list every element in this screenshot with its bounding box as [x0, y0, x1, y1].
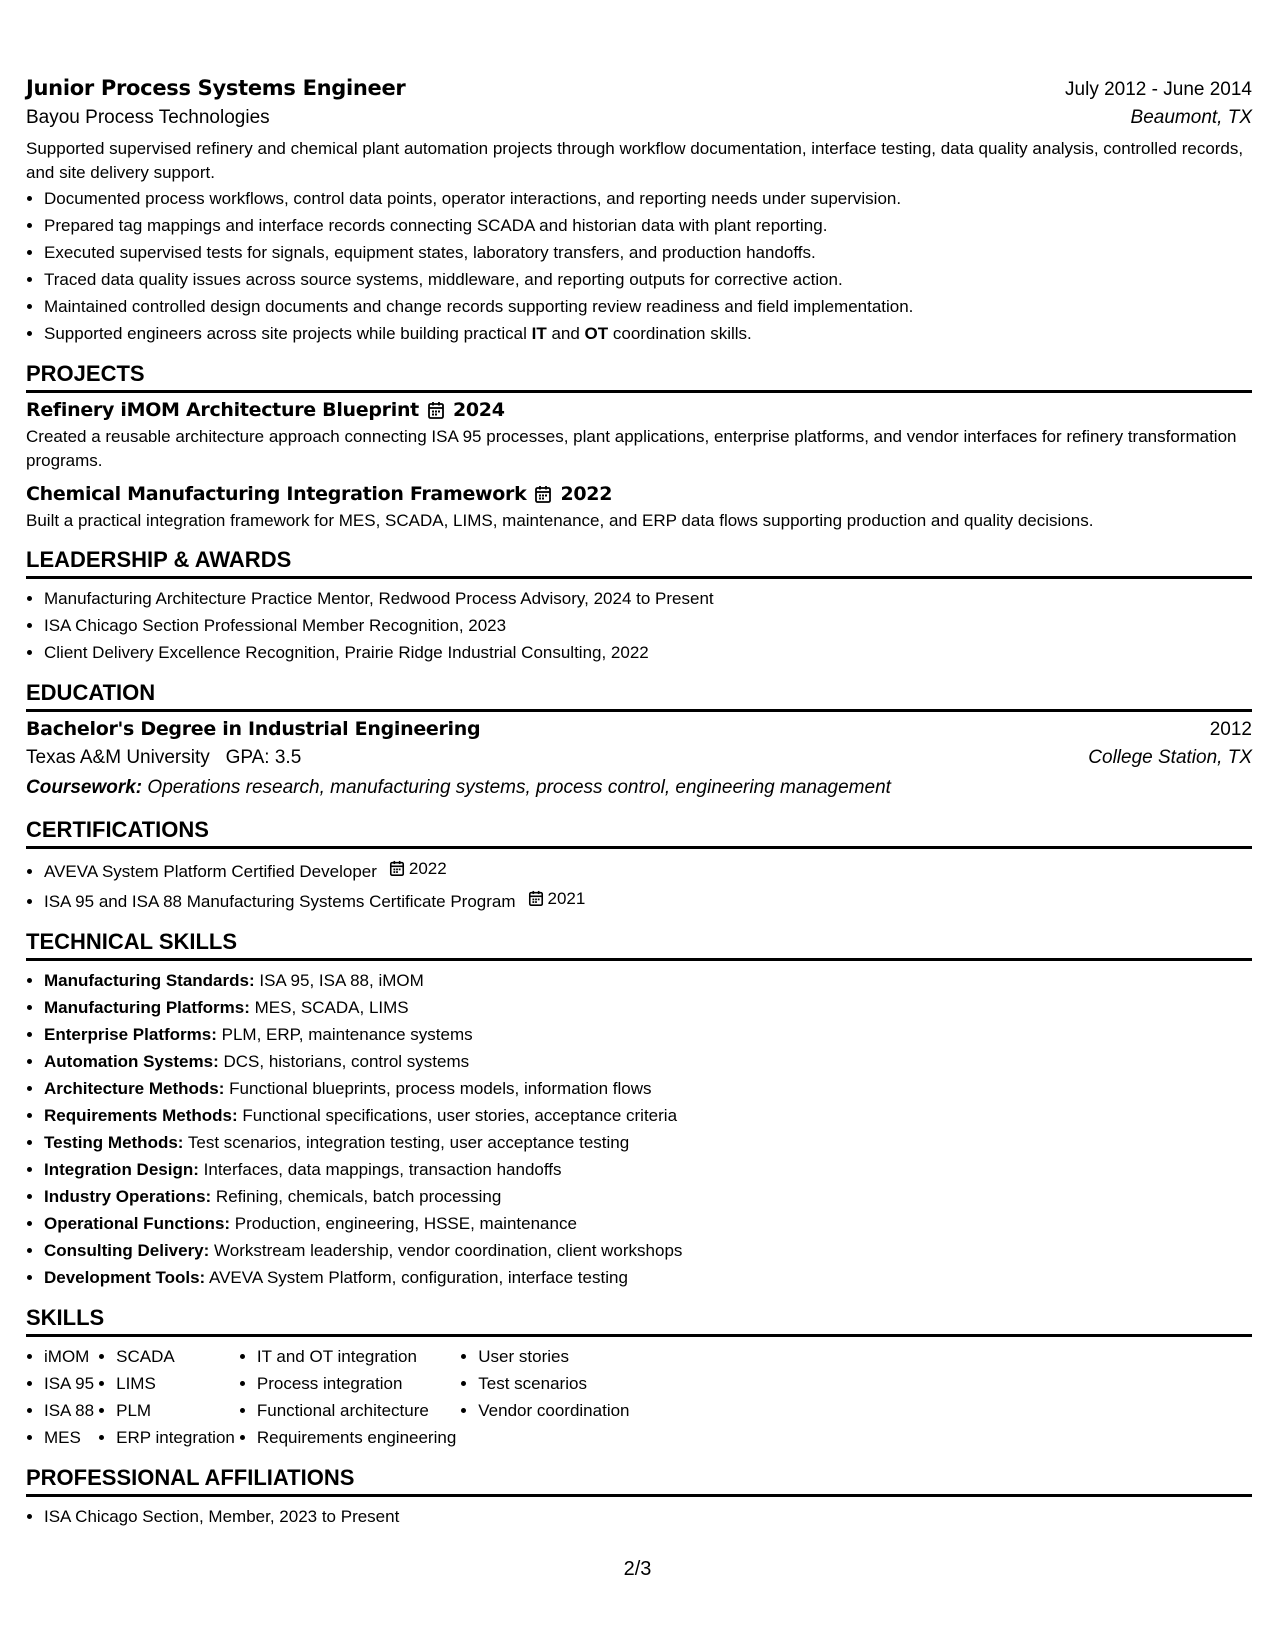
resume-page: [26, 76, 1252, 1530]
calendar-icon: [427, 401, 445, 420]
gpa: GPA: 3.5: [225, 747, 302, 768]
project-item: [26, 399, 1252, 473]
skill-value: PLM, ERP, maintenance systems: [221, 1025, 473, 1044]
skill-item: [44, 1129, 1252, 1156]
job-bullet: • Executed supervised tests for signals, equipment states, laboratory transfers, and production handoffs.: [44, 239, 1252, 266]
calendar-icon: [534, 485, 552, 504]
certification-name: ISA 95 and ISA 88 Manufacturing Systems Certificate Program: [44, 892, 516, 911]
skill-value: Functional specifications, user stories, acceptance criteria: [242, 1106, 678, 1125]
job-summary: Supported supervised refinery and chemical plant automation projects through workflow documentation, interface testing, data quality analysis, controlled records, and site delivery support.: [26, 139, 1244, 182]
bold-term: IT: [531, 324, 547, 343]
project-title: Refinery iMOM Architecture Blueprint: [26, 399, 419, 421]
skill-item: [44, 1210, 1252, 1237]
skill-value: Production, engineering, HSSE, maintenance: [234, 1214, 577, 1233]
calendar-icon: [389, 860, 405, 877]
skill-item: [44, 1264, 1252, 1291]
skill-value: ISA 95, ISA 88, iMOM: [259, 971, 424, 990]
skill-item: [44, 1048, 1252, 1075]
section-heading: PROFESSIONAL AFFILIATIONS: [26, 1465, 1252, 1497]
project-year: 2022: [560, 483, 613, 505]
skill-tag: • SCADA: [116, 1343, 235, 1370]
skill-label: Automation Systems:: [44, 1052, 219, 1071]
project-description: Built a practical integration framework for MES, SCADA, LIMS, maintenance, and ERP data flows supporting production and quality decisions.: [26, 511, 1094, 530]
coursework-label: Coursework:: [26, 777, 143, 798]
skill-label: Manufacturing Standards:: [44, 971, 255, 990]
skill-item: [44, 1156, 1252, 1183]
skill-value: AVEVA System Platform, configuration, interface testing: [209, 1268, 628, 1287]
list-item: • ISA Chicago Section, Member, 2023 to Present: [44, 1503, 1252, 1530]
experience-entry: [26, 76, 1252, 347]
skill-label: Industry Operations:: [44, 1187, 212, 1206]
skill-label: Operational Functions:: [44, 1214, 231, 1233]
section-heading: LEADERSHIP & AWARDS: [26, 547, 1252, 579]
skill-item: [44, 967, 1252, 994]
leadership-list: [26, 585, 1252, 666]
skill-value: Interfaces, data mappings, transaction handoffs: [203, 1160, 562, 1179]
skills-section: [26, 1305, 1252, 1451]
school-name: Texas A&M University: [26, 747, 210, 768]
project-item: [26, 483, 1252, 533]
skill-tag: • User stories: [478, 1343, 629, 1370]
section-heading: SKILLS: [26, 1305, 1252, 1337]
technical-skills-section: [26, 929, 1252, 1291]
job-bullet: • Maintained controlled design documents and change records supporting review readiness and field implementation.: [44, 293, 1252, 320]
skill-value: MES, SCADA, LIMS: [254, 998, 409, 1017]
certifications-list: [26, 855, 1252, 915]
affiliations-list: [26, 1503, 1252, 1530]
bullet-text: coordination skills.: [608, 324, 752, 343]
skills-column: [98, 1343, 235, 1451]
leadership-section: [26, 547, 1252, 666]
skill-tag: • MES: [44, 1424, 94, 1451]
page-number: 2/3: [623, 1558, 652, 1580]
skill-label: Development Tools:: [44, 1268, 206, 1287]
job-bullet: • Documented process workflows, control data points, operator interactions, and reporting needs under supervision.: [44, 185, 1252, 212]
skill-tag: • Requirements engineering: [257, 1424, 456, 1451]
certification-item: [44, 855, 1252, 885]
education-section: [26, 680, 1252, 799]
school-location: College Station, TX: [1088, 747, 1252, 768]
skill-tag: • Test scenarios: [478, 1370, 629, 1397]
skill-tag: • Vendor coordination: [478, 1397, 629, 1424]
skill-item: [44, 994, 1252, 1021]
job-dates: July 2012 - June 2014: [1065, 79, 1252, 100]
certification-year: 2021: [547, 889, 586, 908]
skill-item: [44, 1075, 1252, 1102]
skill-tag: • IT and OT integration: [257, 1343, 456, 1370]
skill-label: Manufacturing Platforms:: [44, 998, 250, 1017]
skills-column: [239, 1343, 456, 1451]
job-bullet: • Traced data quality issues across source systems, middleware, and reporting outputs for corrective action.: [44, 266, 1252, 293]
company-name: Bayou Process Technologies: [26, 107, 270, 128]
list-item: • Client Delivery Excellence Recognition, Prairie Ridge Industrial Consulting, 2022: [44, 639, 1252, 666]
project-title: Chemical Manufacturing Integration Framework: [26, 483, 527, 505]
skill-label: Integration Design:: [44, 1160, 199, 1179]
skill-label: Consulting Delivery:: [44, 1241, 210, 1260]
skill-value: Workstream leadership, vendor coordination, client workshops: [214, 1241, 683, 1260]
skill-item: [44, 1237, 1252, 1264]
certification-item: [44, 885, 1252, 915]
certifications-section: [26, 817, 1252, 915]
skill-item: [44, 1183, 1252, 1210]
certification-year: 2022: [408, 859, 447, 878]
bold-term: OT: [584, 324, 609, 343]
certification-name: AVEVA System Platform Certified Developer: [44, 862, 377, 881]
skill-value: Test scenarios, integration testing, user acceptance testing: [187, 1133, 630, 1152]
job-bullet: [44, 320, 1252, 347]
bullet-text: Supported engineers across site projects while building practical: [44, 324, 532, 343]
graduation-year: 2012: [1209, 719, 1252, 740]
skill-item: [44, 1021, 1252, 1048]
technical-skills-list: [26, 967, 1252, 1291]
project-description: Created a reusable architecture approach connecting ISA 95 processes, plant applications, enterprise platforms, and vendor interfaces for refinery transformation programs.: [26, 427, 1237, 470]
degree-title: Bachelor's Degree in Industrial Engineering: [26, 718, 481, 740]
skill-tag: • Functional architecture: [257, 1397, 456, 1424]
skill-value: Refining, chemicals, batch processing: [215, 1187, 502, 1206]
coursework-text: Operations research, manufacturing systems, process control, engineering management: [147, 777, 891, 798]
skill-label: Enterprise Platforms:: [44, 1025, 217, 1044]
projects-section: [26, 361, 1252, 533]
skill-tag: • iMOM: [44, 1343, 94, 1370]
skill-value: DCS, historians, control systems: [223, 1052, 470, 1071]
coursework: [26, 777, 1252, 799]
affiliations-section: [26, 1465, 1252, 1530]
skill-tag: • LIMS: [116, 1370, 235, 1397]
list-item: • Manufacturing Architecture Practice Mentor, Redwood Process Advisory, 2024 to Present: [44, 585, 1252, 612]
job-title: Junior Process Systems Engineer: [26, 76, 406, 100]
skill-label: Requirements Methods:: [44, 1106, 238, 1125]
project-year: 2024: [452, 399, 505, 421]
skill-label: Testing Methods:: [44, 1133, 184, 1152]
list-item: • ISA Chicago Section Professional Member Recognition, 2023: [44, 612, 1252, 639]
section-heading: EDUCATION: [26, 680, 1252, 712]
bullet-text: and: [546, 324, 585, 343]
skill-tag: • ISA 95: [44, 1370, 94, 1397]
skill-tag: • PLM: [116, 1397, 235, 1424]
skill-item: [44, 1102, 1252, 1129]
skill-tag: • Process integration: [257, 1370, 456, 1397]
skills-grid: [26, 1343, 1252, 1451]
skill-value: Functional blueprints, process models, information flows: [229, 1079, 652, 1098]
skills-column: [460, 1343, 629, 1451]
section-heading: PROJECTS: [26, 361, 1252, 393]
skill-tag: • ERP integration: [116, 1424, 235, 1451]
job-location: Beaumont, TX: [1130, 107, 1252, 128]
skill-label: Architecture Methods:: [44, 1079, 225, 1098]
calendar-icon: [528, 890, 544, 907]
skill-tag: • ISA 88: [44, 1397, 94, 1424]
section-heading: CERTIFICATIONS: [26, 817, 1252, 849]
section-heading: TECHNICAL SKILLS: [26, 929, 1252, 961]
job-bullets: [26, 185, 1252, 347]
job-bullet: • Prepared tag mappings and interface records connecting SCADA and historian data with plant reporting.: [44, 212, 1252, 239]
skills-column: [26, 1343, 94, 1451]
